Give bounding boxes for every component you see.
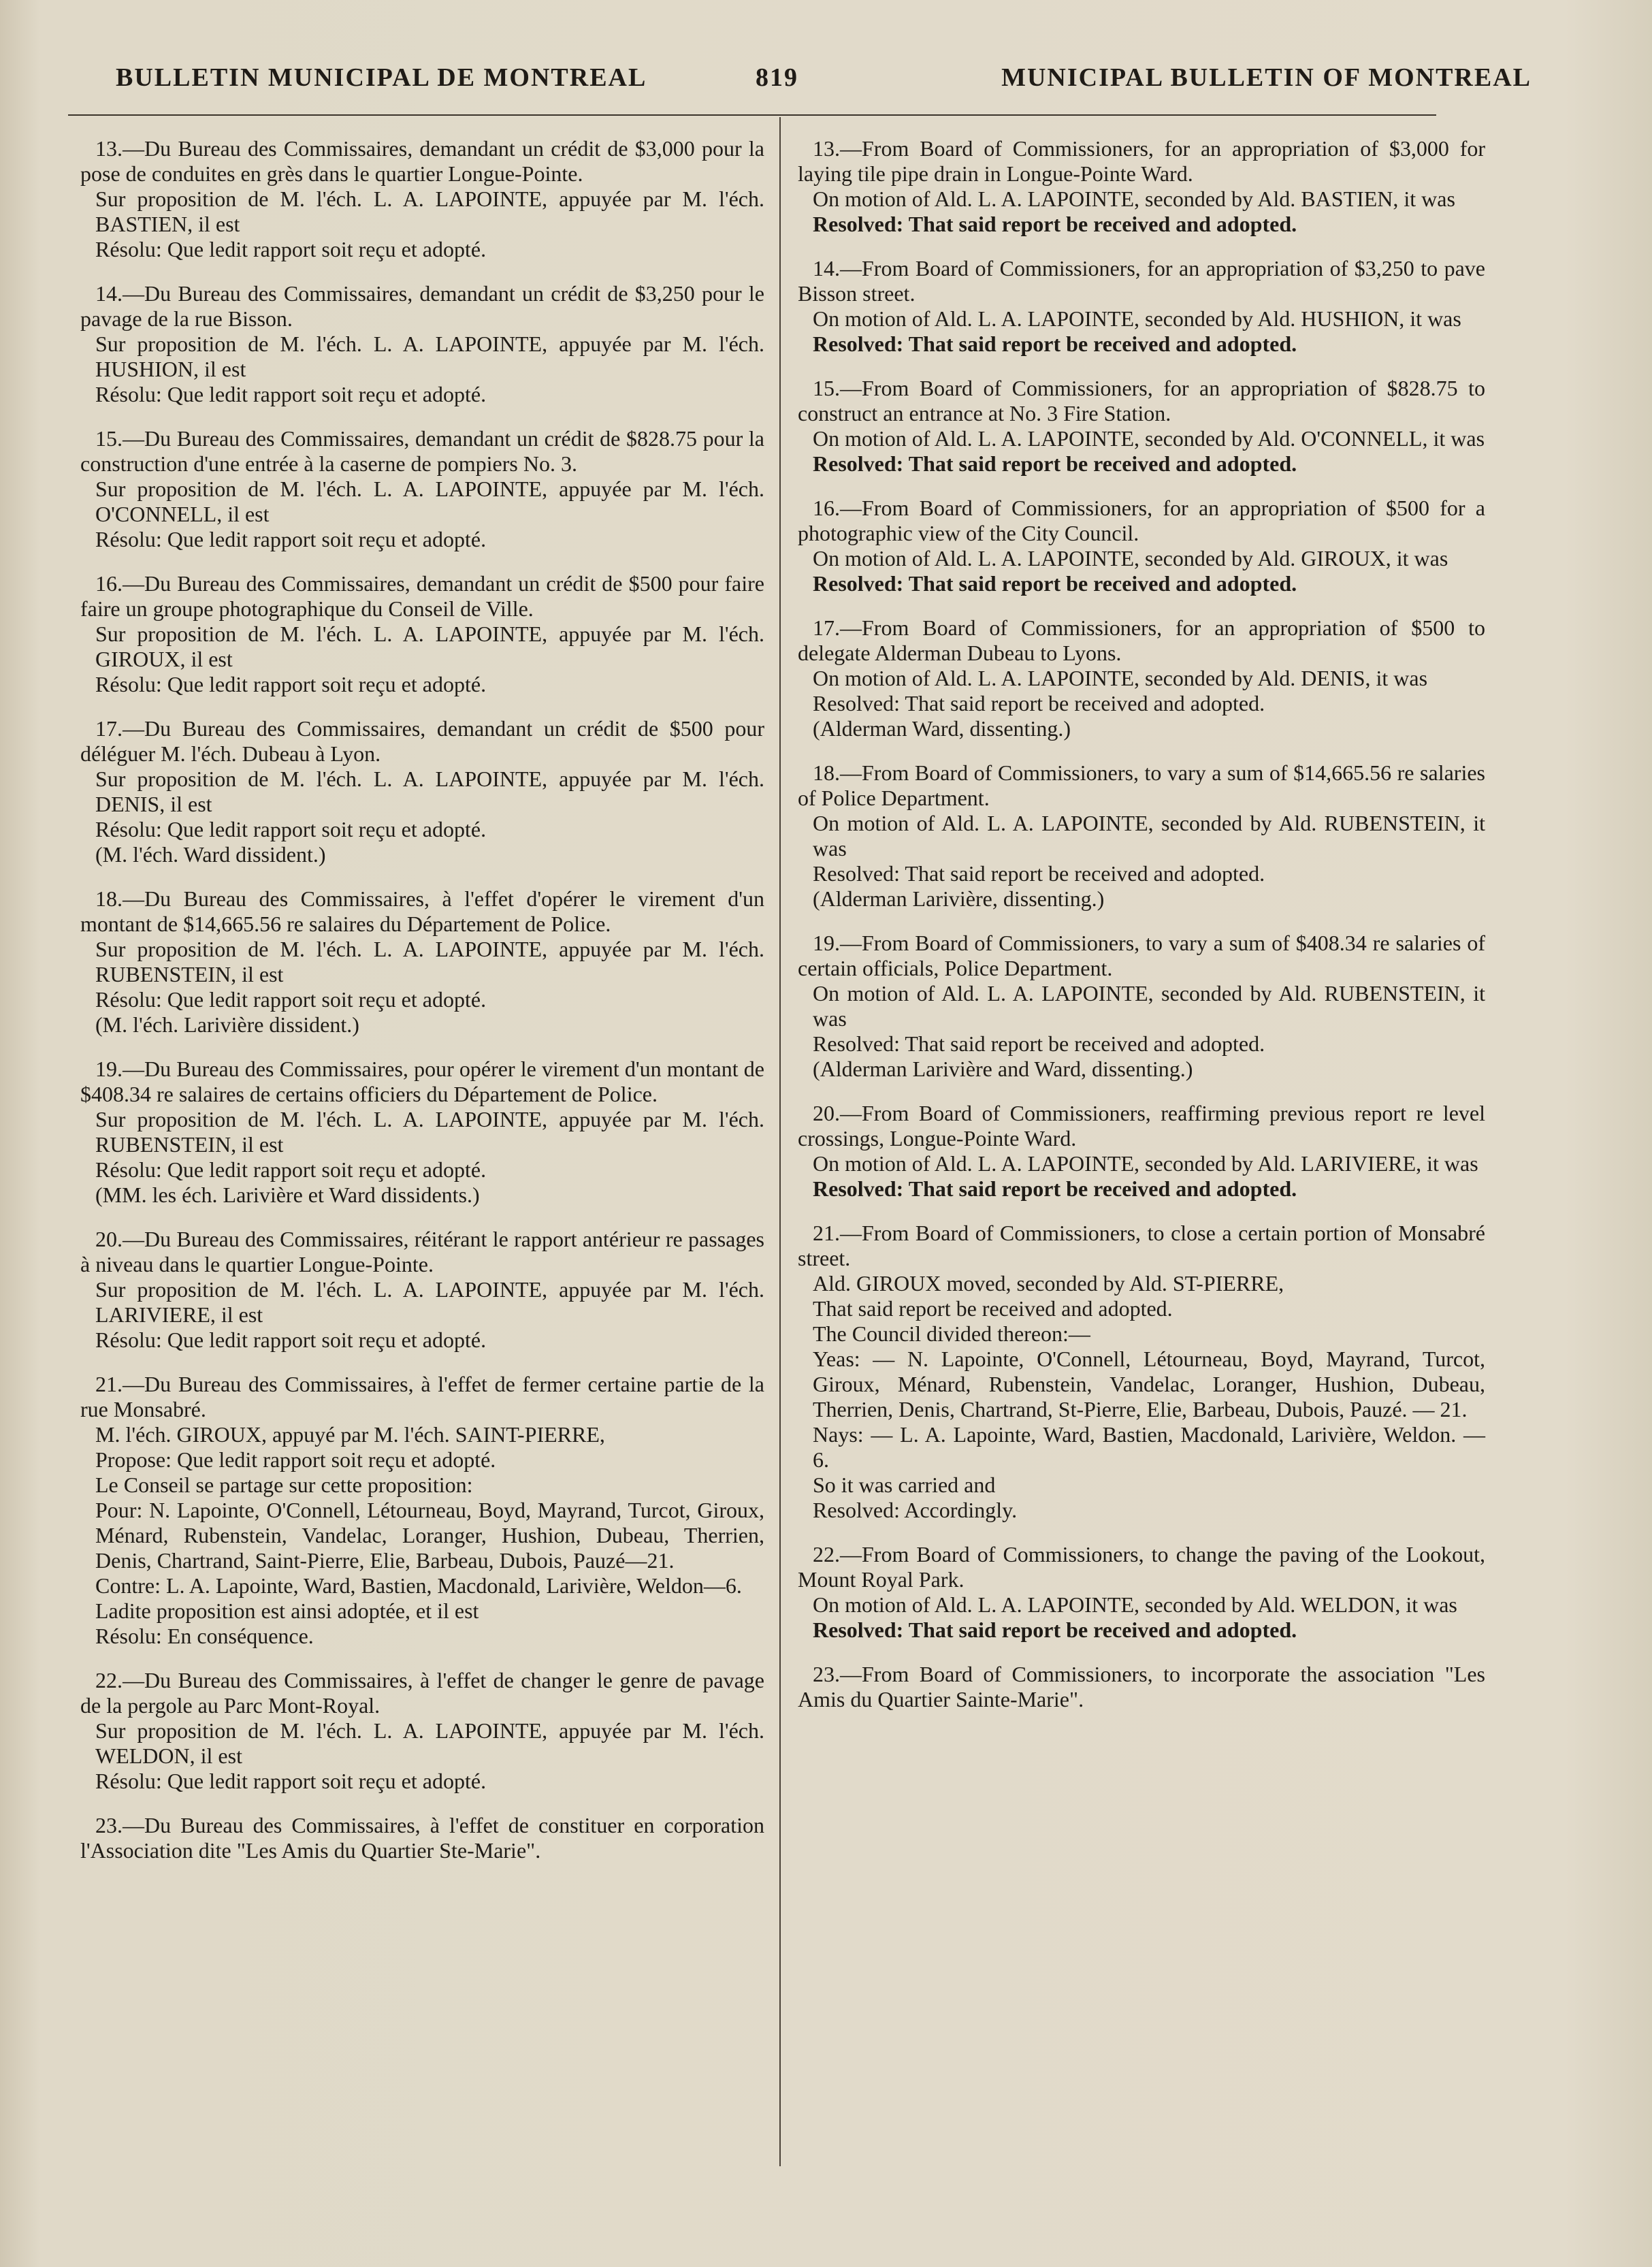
item-resolution: Resolved: That said report be received and adopted. [813, 212, 1297, 236]
agenda-item [80, 1057, 764, 1208]
item-motion: Sur proposition de M. l'éch. L. A. LAPOINTE, appuyée par M. l'éch. HUSHION, il est [95, 332, 764, 381]
item-motion: On motion of Ald. L. A. LAPOINTE, seconded by Ald. RUBENSTEIN, it was [813, 981, 1485, 1031]
item-dissent: (Alderman Ward, dissenting.) [813, 716, 1071, 741]
item-resolution: Résolu: Que ledit rapport soit reçu et adopté. [95, 527, 487, 551]
agenda-item [80, 136, 764, 262]
item-motion: On motion of Ald. L. A. LAPOINTE, seconded by Ald. BASTIEN, it was [813, 187, 1455, 211]
item-heading: 17.—From Board of Commissioners, for an appropriation of $500 to delegate Alderman Dubeau to Lyons. [798, 615, 1485, 665]
item-heading: 22.—Du Bureau des Commissaires, à l'effet de changer le genre de pavage de la pergole au Parc Mont-Royal. [80, 1668, 764, 1718]
agenda-item-vote [80, 1372, 764, 1649]
header-french-title: BULLETIN MUNICIPAL DE MONTREAL [116, 63, 647, 92]
agenda-item [80, 1813, 764, 1863]
header-english-title: MUNICIPAL BULLETIN OF MONTREAL [1001, 63, 1532, 92]
item-adopted: Ladite proposition est ainsi adoptée, et il est [95, 1598, 479, 1623]
item-heading: 23.—From Board of Commissioners, to incorporate the association "Les Amis du Quartier Sainte-Marie". [798, 1662, 1485, 1711]
item-motion: On motion of Ald. L. A. LAPOINTE, seconded by Ald. WELDON, it was [813, 1592, 1457, 1617]
agenda-item [798, 376, 1485, 477]
agenda-item [80, 571, 764, 697]
item-motion: On motion of Ald. L. A. LAPOINTE, seconded by Ald. LARIVIERE, it was [813, 1151, 1478, 1176]
item-heading: 17.—Du Bureau des Commissaires, demandant un crédit de $500 pour déléguer M. l'éch. Dubeau à Lyon. [80, 716, 764, 766]
agenda-item-vote [798, 1221, 1485, 1523]
item-motion: Sur proposition de M. l'éch. L. A. LAPOINTE, appuyée par M. l'éch. RUBENSTEIN, il est [95, 1107, 764, 1157]
item-resolution: Resolved: That said report be received and adopted. [813, 1031, 1265, 1056]
item-resolution: Résolu: Que ledit rapport soit reçu et adopté. [95, 1769, 487, 1793]
agenda-item [798, 1542, 1485, 1643]
item-resolution: Resolved: That said report be received and adopted. [813, 1176, 1297, 1201]
agenda-item [80, 1227, 764, 1353]
item-motion: Sur proposition de M. l'éch. L. A. LAPOINTE, appuyée par M. l'éch. RUBENSTEIN, il est [95, 937, 764, 986]
vote-yeas: Yeas: — N. Lapointe, O'Connell, Létourneau, Boyd, Mayrand, Turcot, Giroux, Ménard, Rubenstein, Vandelac, Loranger, Hushion, Dubeau, Therrien, Denis, Chartrand, St-Pierre, Elie, Barbeau, Dubois, Pauzé. — 21. [813, 1347, 1485, 1421]
agenda-item [798, 496, 1485, 596]
item-resolution: Résolu: Que ledit rapport soit reçu et adopté. [95, 817, 487, 841]
item-motion: On motion of Ald. L. A. LAPOINTE, seconded by Ald. HUSHION, it was [813, 306, 1461, 331]
item-dissent: (MM. les éch. Larivière et Ward dissidents.) [95, 1183, 480, 1207]
item-motion: On motion of Ald. L. A. LAPOINTE, seconded by Ald. RUBENSTEIN, it was [813, 811, 1485, 861]
agenda-item [80, 281, 764, 407]
agenda-item [798, 256, 1485, 357]
item-division: Le Conseil se partage sur cette proposition: [95, 1473, 473, 1497]
item-resolution: Résolu: Que ledit rapport soit reçu et adopté. [95, 987, 487, 1012]
item-proposal: That said report be received and adopted. [813, 1296, 1173, 1321]
item-resolution: Résolu: En conséquence. [95, 1624, 314, 1648]
item-heading: 18.—From Board of Commissioners, to vary a sum of $14,665.56 re salaries of Police Department. [798, 760, 1485, 810]
agenda-item [80, 426, 764, 552]
item-motion: Sur proposition de M. l'éch. L. A. LAPOINTE, appuyée par M. l'éch. BASTIEN, il est [95, 187, 764, 236]
item-motion: Sur proposition de M. l'éch. L. A. LAPOINTE, appuyée par M. l'éch. LARIVIERE, il est [95, 1277, 764, 1327]
agenda-item [798, 931, 1485, 1082]
item-heading: 21.—From Board of Commissioners, to close a certain portion of Monsabré street. [798, 1221, 1485, 1270]
agenda-item [798, 760, 1485, 912]
item-resolution: Résolu: Que ledit rapport soit reçu et adopté. [95, 672, 487, 696]
item-proposal: Propose: Que ledit rapport soit reçu et adopté. [95, 1447, 496, 1472]
item-heading: 15.—Du Bureau des Commissaires, demandant un crédit de $828.75 pour la construction d'une entrée à la caserne de pompiers No. 3. [80, 426, 764, 476]
agenda-item [80, 1668, 764, 1794]
vote-nays: Nays: — L. A. Lapointe, Ward, Bastien, Macdonald, Larivière, Weldon. — 6. [813, 1422, 1485, 1472]
vote-nays: Contre: L. A. Lapointe, Ward, Bastien, Macdonald, Larivière, Weldon—6. [95, 1573, 742, 1598]
agenda-item [80, 886, 764, 1038]
running-header [109, 63, 1545, 97]
item-heading: 19.—Du Bureau des Commissaires, pour opérer le virement d'un montant de $408.34 re salaires de certains officiers du Département de Police. [80, 1057, 764, 1106]
item-resolution: Resolved: That said report be received and adopted. [813, 691, 1265, 716]
item-resolution: Resolved: That said report be received and adopted. [813, 1618, 1297, 1642]
page-number: 819 [756, 63, 798, 92]
item-resolution: Resolved: Accordingly. [813, 1498, 1018, 1522]
item-dissent: (M. l'éch. Ward dissident.) [95, 842, 326, 867]
english-column [798, 136, 1485, 1731]
item-motion: On motion of Ald. L. A. LAPOINTE, seconded by Ald. GIROUX, it was [813, 546, 1448, 570]
item-heading: 15.—From Board of Commissioners, for an appropriation of $828.75 to construct an entrance at No. 3 Fire Station. [798, 376, 1485, 425]
item-resolution: Resolved: That said report be received and adopted. [813, 861, 1265, 886]
item-motion: Sur proposition de M. l'éch. L. A. LAPOINTE, appuyée par M. l'éch. O'CONNELL, il est [95, 477, 764, 526]
item-division: The Council divided thereon:— [813, 1321, 1090, 1346]
agenda-item [798, 1662, 1485, 1712]
item-resolution: Resolved: That said report be received and adopted. [813, 451, 1297, 476]
item-motion: Sur proposition de M. l'éch. L. A. LAPOINTE, appuyée par M. l'éch. GIROUX, il est [95, 622, 764, 671]
item-resolution: Resolved: That said report be received and adopted. [813, 571, 1297, 596]
item-dissent: (Alderman Larivière, dissenting.) [813, 886, 1105, 911]
item-heading: 14.—Du Bureau des Commissaires, demandant un crédit de $3,250 pour le pavage de la rue Bisson. [80, 281, 764, 331]
item-motion: On motion of Ald. L. A. LAPOINTE, seconded by Ald. DENIS, it was [813, 666, 1428, 690]
item-resolution: Résolu: Que ledit rapport soit reçu et adopté. [95, 237, 487, 261]
item-motion: On motion of Ald. L. A. LAPOINTE, seconded by Ald. O'CONNELL, it was [813, 426, 1485, 451]
header-rule [68, 114, 1436, 116]
item-resolution: Résolu: Que ledit rapport soit reçu et adopté. [95, 1328, 487, 1352]
column-divider [779, 117, 781, 2166]
item-heading: 13.—From Board of Commissioners, for an appropriation of $3,000 for laying tile pipe drain in Longue-Pointe Ward. [798, 136, 1485, 186]
item-heading: 19.—From Board of Commissioners, to vary a sum of $408.34 re salaries of certain officials, Police Department. [798, 931, 1485, 980]
item-motion: Sur proposition de M. l'éch. L. A. LAPOINTE, appuyée par M. l'éch. DENIS, il est [95, 767, 764, 816]
item-heading: 23.—Du Bureau des Commissaires, à l'effet de constituer en corporation l'Association dite "Les Amis du Quartier Ste-Marie". [80, 1813, 764, 1863]
item-heading: 22.—From Board of Commissioners, to change the paving of the Lookout, Mount Royal Park. [798, 1542, 1485, 1592]
item-adopted: So it was carried and [813, 1473, 996, 1497]
item-heading: 18.—Du Bureau des Commissaires, à l'effet d'opérer le virement d'un montant de $14,665.56 re salaires du Département de Police. [80, 886, 764, 936]
item-heading: 16.—From Board of Commissioners, for an appropriation of $500 for a photographic view of the City Council. [798, 496, 1485, 545]
item-motion: M. l'éch. GIROUX, appuyé par M. l'éch. SAINT-PIERRE, [95, 1422, 605, 1447]
item-heading: 16.—Du Bureau des Commissaires, demandant un crédit de $500 pour faire faire un groupe photographique du Conseil de Ville. [80, 571, 764, 621]
item-resolution: Résolu: Que ledit rapport soit reçu et adopté. [95, 382, 487, 406]
vote-yeas: Pour: N. Lapointe, O'Connell, Létourneau, Boyd, Mayrand, Turcot, Giroux, Ménard, Rubenstein, Vandelac, Loranger, Hushion, Dubeau, Therrien, Denis, Chartrand, Saint-Pierre, Elie, Barbeau, Dubois, Pauzé—21. [95, 1498, 764, 1573]
agenda-item [798, 136, 1485, 237]
item-heading: 13.—Du Bureau des Commissaires, demandant un crédit de $3,000 pour la pose de conduites en grès dans le quartier Longue-Pointe. [80, 136, 764, 186]
item-heading: 20.—Du Bureau des Commissaires, réitérant le rapport antérieur re passages à niveau dans le quartier Longue-Pointe. [80, 1227, 764, 1276]
item-heading: 21.—Du Bureau des Commissaires, à l'effet de fermer certaine partie de la rue Monsabré. [80, 1372, 764, 1421]
french-column [80, 136, 764, 1882]
item-motion: Sur proposition de M. l'éch. L. A. LAPOINTE, appuyée par M. l'éch. WELDON, il est [95, 1718, 764, 1768]
item-heading: 20.—From Board of Commissioners, reaffirming previous report re level crossings, Longue-Pointe Ward. [798, 1101, 1485, 1151]
agenda-item [798, 615, 1485, 741]
item-dissent: (Alderman Larivière and Ward, dissenting.) [813, 1057, 1193, 1081]
item-resolution: Resolved: That said report be received and adopted. [813, 332, 1297, 356]
agenda-item [80, 716, 764, 867]
item-dissent: (M. l'éch. Larivière dissident.) [95, 1012, 359, 1037]
item-motion: Ald. GIROUX moved, seconded by Ald. ST-PIERRE, [813, 1271, 1284, 1296]
item-heading: 14.—From Board of Commissioners, for an appropriation of $3,250 to pave Bisson street. [798, 256, 1485, 306]
agenda-item [798, 1101, 1485, 1202]
item-resolution: Résolu: Que ledit rapport soit reçu et adopté. [95, 1157, 487, 1182]
